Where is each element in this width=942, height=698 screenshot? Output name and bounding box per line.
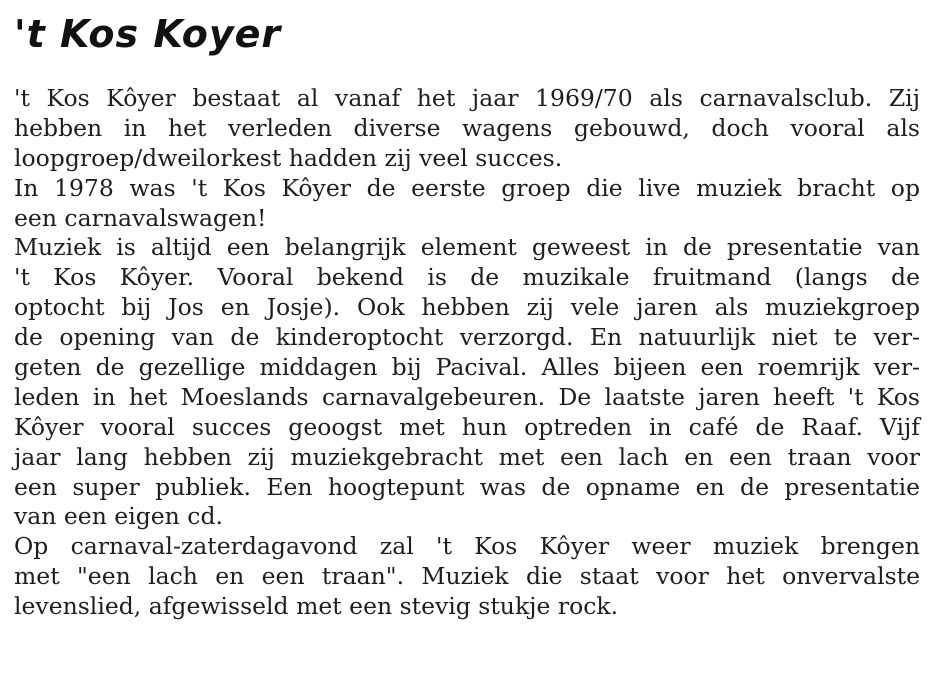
document-title: 't Kos Koyer <box>14 12 282 56</box>
text-line: een carnavalswagen! <box>14 203 267 232</box>
text-line: levenslied, afgewisseld met een stevig stukje rock. <box>14 592 619 621</box>
text-line: 't Kos Kôyer bestaat al vanaf het jaar 1969/70 als carnavalsclub. Zij <box>14 84 920 112</box>
document-body <box>14 84 920 622</box>
text-line: loopgroep/dweilorkest hadden zij veel succes. <box>14 143 563 172</box>
text-line: een super publiek. Een hoogtepunt was de opname en de presentatie <box>14 472 920 501</box>
text-line: Op carnaval-zaterdagavond zal 't Kos Kôyer weer muziek brengen <box>14 532 920 561</box>
text-line: van een eigen cd. <box>14 502 223 531</box>
text-line: jaar lang hebben zij muziekgebracht met een lach en een traan voor <box>14 442 920 471</box>
text-line: geten de gezellige middagen bij Pacival. Alles bijeen een roemrijk ver- <box>14 353 920 382</box>
text-line: optocht bij Jos en Josje). Ook hebben zij vele jaren als muziekgroep <box>14 293 920 322</box>
text-line: 't Kos Kôyer. Vooral bekend is de muzikale fruitmand (langs de <box>14 263 920 292</box>
text-line: Kôyer vooral succes geoogst met hun optreden in café de Raaf. Vijf <box>14 412 920 441</box>
text-line: met "een lach en een traan". Muziek die staat voor het onvervalste <box>14 562 920 591</box>
text-line: In 1978 was 't Kos Kôyer de eerste groep die live muziek bracht op <box>14 173 920 202</box>
text-line: de opening van de kinderoptocht verzorgd. En natuurlijk niet te ver- <box>14 323 920 352</box>
text-line: Muziek is altijd een belangrijk element geweest in de presentatie van <box>14 233 920 262</box>
text-line: hebben in het verleden diverse wagens gebouwd, doch vooral als <box>14 113 920 142</box>
text-line: leden in het Moeslands carnavalgebeuren. De laatste jaren heeft 't Kos <box>14 382 920 411</box>
